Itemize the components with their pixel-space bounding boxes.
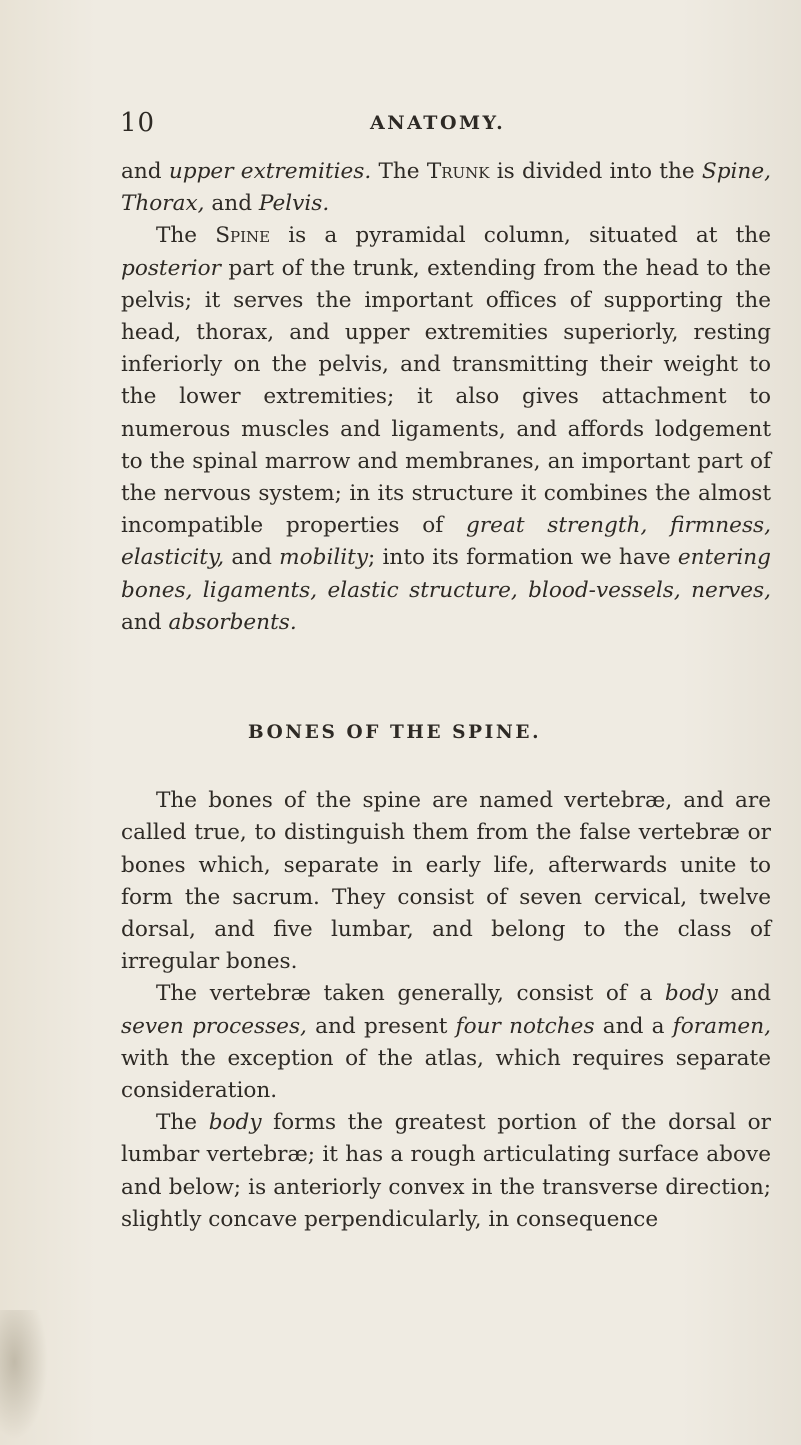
text-run: The vertebræ taken generally, consist of a	[156, 981, 665, 1007]
paragraph-continuation	[121, 156, 771, 220]
paragraph-vertebrae: The bones of the spine are named vertebræ, and are called true, to distinguish them from the false vertebræ or bones which, separate in early life, afterwards unite to form the sacrum. They consist of seven cervical, twelve dorsal, and five lumbar, and belong to the class of irregular bones.	[121, 788, 771, 975]
italic-term: upper extremities.	[168, 159, 372, 184]
paragraph-general	[121, 978, 771, 1107]
section-heading: BONES OF THE SPINE.	[248, 722, 542, 744]
text-run: and	[121, 159, 169, 184]
italic-term: body	[208, 1110, 262, 1136]
text-run: and	[204, 191, 259, 217]
text-run: and	[121, 609, 169, 635]
italic-term: posterior	[121, 255, 221, 281]
text-run: and present	[306, 1013, 456, 1039]
text-run: and	[717, 981, 771, 1007]
italic-term: four notches	[455, 1013, 595, 1039]
text-run: and	[224, 545, 280, 571]
paragraph-body	[121, 1107, 771, 1236]
paper-stain	[0, 1310, 48, 1440]
page-header	[120, 108, 780, 148]
running-title: ANATOMY.	[370, 112, 506, 134]
body-text	[121, 156, 771, 1236]
paragraph-spine	[121, 220, 771, 639]
text-run: ; into its formation we have	[368, 545, 678, 571]
italic-term: absorbents.	[168, 609, 297, 635]
text-run: is divided into the	[489, 159, 702, 184]
text-run: forms the greatest portion of the dorsal or lumbar vertebræ; it has a rough articulating surface above and below; is anteriorly convex in the transverse direction; slightly concave perpendicularly, in consequence	[121, 1110, 771, 1232]
italic-term: Thorax,	[121, 191, 205, 217]
italic-term: Spine,	[701, 159, 771, 184]
text-run: with the exception of the atlas, which requires separate consideration.	[121, 1045, 771, 1104]
text-run: The	[156, 223, 216, 249]
italic-term: entering bones, ligaments, elastic structure, blood-vessels, nerves,	[121, 545, 772, 603]
italic-term: foramen,	[672, 1013, 771, 1039]
italic-term: Pelvis.	[258, 191, 330, 217]
small-caps-term: Spine	[215, 223, 271, 249]
italic-term: great strength, firmness, elasticity,	[121, 513, 771, 571]
text-run: The	[371, 159, 427, 184]
page-number: 10	[120, 108, 156, 138]
italic-term: body	[664, 981, 718, 1007]
text-run: The	[156, 1110, 209, 1136]
italic-term: seven processes,	[121, 1013, 307, 1039]
small-caps-term: Trunk	[426, 159, 490, 184]
text-run: and a	[594, 1013, 673, 1039]
text-run: is a pyramidal column, situated at the	[270, 223, 771, 249]
italic-term: mobility	[279, 545, 369, 571]
text-run: part of the trunk, extending from the head to the pelvis; it serves the important offices of supporting the head, thorax, and upper extremities superiorly, resting inferiorly on the pelvis, and transmitting their weight to the lower extremities; it also gives attachment to numerous muscles and ligaments, and affords lodgement to the spinal marrow and membranes, an important part of the nervous system; in its structure it combines the almost incompatible properties of	[121, 255, 771, 539]
